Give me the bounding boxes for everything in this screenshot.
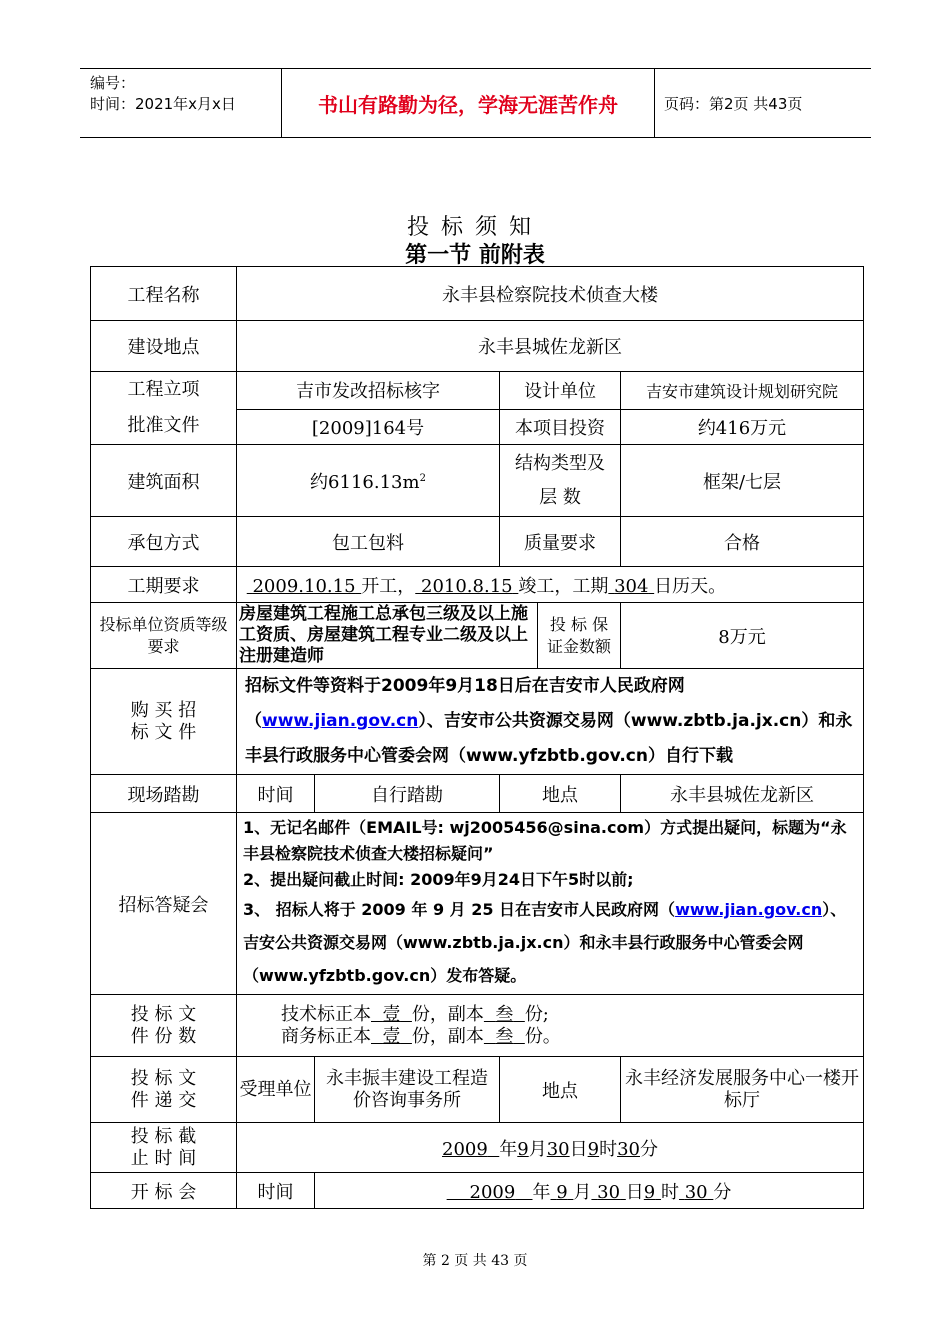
structure-label-2: 层 数 [539, 486, 581, 508]
table-row [91, 267, 864, 321]
page-footer: 第 2 页 共 43 页 [422, 1253, 528, 1269]
invest-value: 约416万元 [621, 409, 864, 444]
area-label: 建筑面积 [91, 445, 237, 517]
submit-place: 永丰经济发展服务中心一楼开标厅 [621, 1057, 864, 1123]
survey-place-label: 地点 [500, 775, 621, 813]
structure-label-1: 结构类型及 [515, 452, 605, 474]
deadline-value: 2009 年9月30日9时30分 [237, 1123, 864, 1173]
approval-doc-2: [2009]164号 [237, 409, 500, 444]
survey-place: 永丰县城佐龙新区 [621, 775, 864, 813]
submit-label [91, 1057, 237, 1123]
site-label: 建设地点 [91, 321, 237, 372]
table-row [91, 1057, 864, 1123]
table-row [91, 517, 864, 567]
receiver-value: 永丰振丰建设工程造价咨询事务所 [315, 1057, 500, 1123]
buy-value: 招标文件等资料于2009年9月18日后在吉安市人民政府网（www.jian.gov.cn）、吉安市公共资源交易网（www.zbtb.ja.jx.cn）和永丰县行政服务中心管委会网（www.yfzbtb.gov.cn）自行下载 [237, 669, 864, 775]
approval-label-1: 工程立项 [127, 379, 200, 400]
survey-label: 现场踏勘 [91, 775, 237, 813]
buy-label-2: 标 文 件 [130, 721, 197, 743]
qa-value [237, 813, 864, 995]
bond-label: 投 标 保 证金数额 [538, 603, 621, 669]
table-row [91, 445, 864, 517]
table-row [91, 775, 864, 813]
project-name: 永丰县检察院技术侦查大楼 [237, 267, 864, 321]
copies-value [237, 995, 864, 1057]
opening-value: 2009 年 9 月 30 日9 时 30 分 [315, 1173, 864, 1209]
qual-value: 房屋建筑工程施工总承包三级及以上施工资质、房屋建筑工程专业二级及以上注册建造师 [237, 603, 538, 669]
submit-place-label: 地点 [500, 1057, 621, 1123]
period-label: 工期要求 [91, 567, 237, 603]
design-label: 设计单位 [500, 372, 621, 410]
table-row [91, 1173, 864, 1209]
copies-label-1: 投 标 文 [130, 1003, 197, 1025]
approval-label-2: 批准文件 [127, 415, 200, 436]
period-days: 304 [614, 575, 649, 597]
period-end: 2010.8.15 [421, 575, 513, 597]
site-value: 永丰县城佐龙新区 [237, 321, 864, 372]
qual-label: 投标单位资质等级要求 [91, 603, 237, 669]
table-row [91, 321, 864, 372]
table-row [91, 995, 864, 1057]
survey-time: 自行踏勘 [315, 775, 500, 813]
quality-label: 质量要求 [500, 517, 621, 567]
quality-value: 合格 [621, 517, 864, 567]
period-days-text: 日历天。 [654, 575, 727, 597]
submit-label-1: 投 标 文 [130, 1067, 197, 1089]
approval-doc-1: 吉市发改招标核字 [237, 372, 500, 410]
document-title: 投标须知 [406, 215, 543, 240]
copies-biz: 商务标正本 壹 份，副本 叁 份。 [281, 1025, 561, 1047]
gov-link[interactable]: www.jian.gov.cn [262, 711, 419, 731]
period-value [237, 567, 864, 603]
table-row [91, 372, 864, 410]
survey-time-label: 时间 [237, 775, 315, 813]
copies-tech: 技术标正本 壹 份，副本 叁 份; [281, 1003, 549, 1025]
design-unit: 吉安市建筑设计规划研究院 [621, 372, 864, 410]
opening-time-label: 时间 [237, 1173, 315, 1209]
period-start: 2009.10.15 [252, 575, 356, 597]
qa-item-3: 3、 招标人将于 2009 年 9 月 25 日在吉安市人民政府网（www.jian.gov.cn）、吉安公共资源交易网（www.zbtb.ja.jx.cn）和永丰县行政服务中心管委会网（www.yfzbtb.gov.cn）发布答疑。 [243, 900, 847, 985]
table-row [91, 1123, 864, 1173]
structure-label [500, 445, 621, 517]
area-sup: 2 [419, 472, 426, 484]
invest-label: 本项目投资 [500, 409, 621, 444]
gov-link[interactable]: www.jian.gov.cn [675, 900, 823, 919]
buy-label [91, 669, 237, 775]
table-row [91, 603, 864, 669]
contract-label: 承包方式 [91, 517, 237, 567]
table-row [91, 567, 864, 603]
period-start-text: 开工， [361, 575, 416, 597]
buy-label-1: 购 买 招 [130, 699, 197, 721]
qa-item-2: 2、提出疑问截止时间: 2009年9月24日下午5时以前; [243, 870, 634, 889]
structure-value: 框架/七层 [621, 445, 864, 517]
qa-item-1: 1、无记名邮件（EMAIL号: wj2005456@sina.com）方式提出疑问，标题为“永丰县检察院技术侦查大楼招标疑问” [243, 818, 847, 863]
receiver-label: 受理单位 [237, 1057, 315, 1123]
area-value [237, 445, 500, 517]
area-number: 约6116.13m [310, 471, 420, 493]
table-row [91, 669, 864, 775]
copies-label [91, 995, 237, 1057]
deadline-label-1: 投 标 截 [130, 1125, 197, 1147]
motto: 书山有路勤为径，学海无涯苦作舟 [281, 68, 655, 138]
table-row [91, 813, 864, 995]
page-info: 页码：第2页 共43页 [664, 95, 803, 113]
deadline-label [91, 1123, 237, 1173]
submit-label-2: 件 递 交 [130, 1089, 197, 1111]
bond-value: 8万元 [621, 603, 864, 669]
period-end-text: 竣工，工期 [518, 575, 609, 597]
contract-value: 包工包料 [237, 517, 500, 567]
project-name-label: 工程名称 [91, 267, 237, 321]
time-label: 时间：2021年x月x日 [90, 95, 236, 113]
qa-label: 招标答疑会 [91, 813, 237, 995]
approval-label [91, 372, 237, 445]
number-label: 编号： [90, 74, 136, 92]
section-title: 第一节 前附表 [405, 243, 545, 268]
header-left [90, 73, 236, 115]
front-table [90, 266, 864, 1209]
page-header [80, 68, 871, 138]
deadline-label-2: 止 时 间 [130, 1147, 197, 1169]
opening-label: 开 标 会 [91, 1173, 237, 1209]
copies-label-2: 件 份 数 [130, 1025, 197, 1047]
